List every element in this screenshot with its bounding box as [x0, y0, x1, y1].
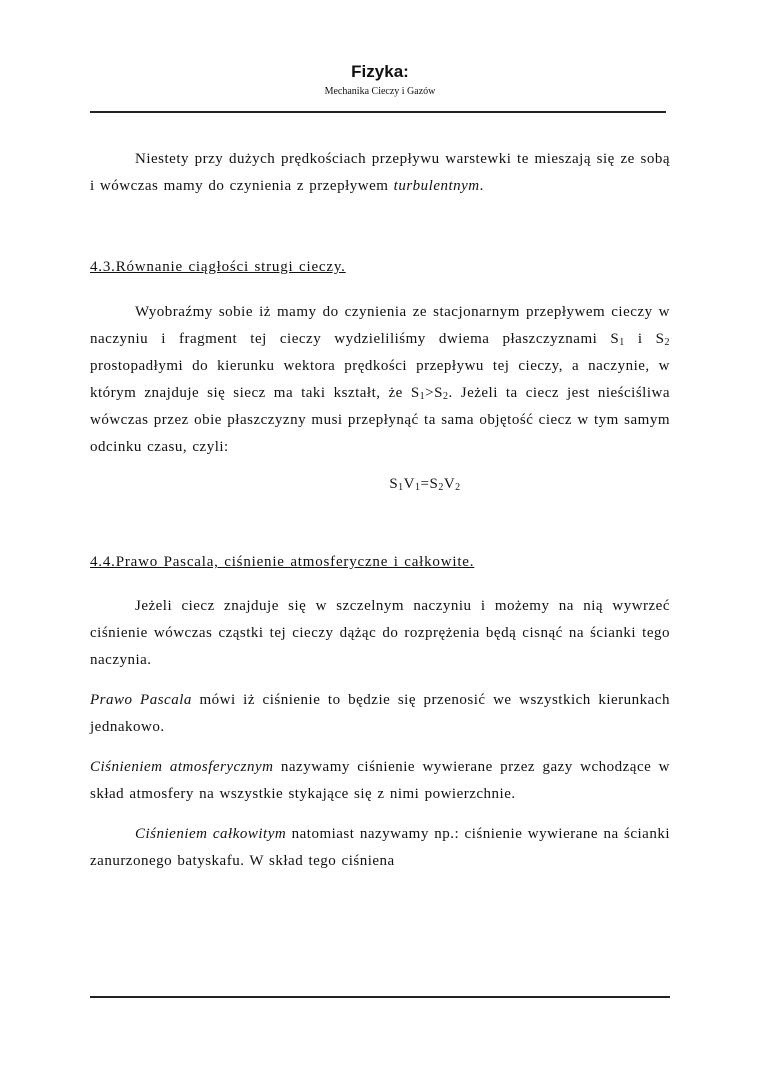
paragraph-atmospheric-pressure: Ciśnieniem atmosferycznym nazywamy ciśnienie wywierane przez gazy wchodzące w skład atmosfery na wszystkie stykające się z nimi powierzchnie. [90, 759, 670, 802]
header-title: Fizyka: [351, 62, 409, 81]
paragraph-total-pressure: Ciśnieniem całkowitym natomiast nazywamy np.: ciśnienie wywierane na ścianki zanurzonego batyskafu. W skład tego ciśniena [90, 826, 670, 869]
paragraph-continuity: Wyobraźmy sobie iż mamy do czynienia ze stacjonarnym przepływem cieczy w naczyniu i fragment tej cieczy wydzieliliśmy dwiema płaszczyznami $S_1$ i $S_2$ prostopadłymi do kierunku wektora prędkości przepływu tej cieczy, a naczynie, w którym znajduje się siecz ma taki kształt, że $S_1>S_2$. Jeżeli ta ciecz jest nieściśliwa wówczas przez obie płaszczyzny musi przepłynąć ta sama objętość ciecz w tym samym odcinku czasu, czyli: [90, 304, 671, 455]
section-heading-4-3: 4.3.Równanie ciągłości strugi cieczy. [90, 259, 346, 275]
continuity-formula: $S_1V_1=S_2V_2$ [389, 476, 461, 493]
header-subtitle: Mechanika Cieczy i Gazów [324, 86, 436, 97]
term-pascal-law: Prawo Pascala [90, 692, 192, 708]
paragraph-sealed-vessel: Jeżeli ciecz znajduje się w szczelnym naczyniu i możemy na nią wywrzeć ciśnienie wówczas cząstki tej cieczy dążąc do rozprężenia będą cisnąć na ścianki tego naczynia. [90, 598, 670, 668]
term-atmospheric-pressure: Ciśnieniem atmosferycznym [90, 759, 274, 775]
footer-divider [90, 996, 670, 998]
section-heading-4-4: 4.4.Prawo Pascala, ciśnienie atmosferyczne i całkowite. [90, 554, 475, 570]
header-divider [90, 111, 666, 113]
paragraph-pascal-law: Prawo Pascala mówi iż ciśnienie to będzie się przenosić we wszystkich kierunkach jednakowo. [90, 692, 670, 735]
paragraph-turbulent: Niestety przy dużych prędkościach przepływu warstewki te mieszają się ze sobą i wówczas mamy do czynienia z przepływem turbulentnym. [90, 151, 670, 194]
term-total-pressure: Ciśnieniem całkowitym [135, 826, 287, 842]
document-body [90, 146, 670, 875]
term-turbulent: turbulentnym [393, 178, 480, 194]
